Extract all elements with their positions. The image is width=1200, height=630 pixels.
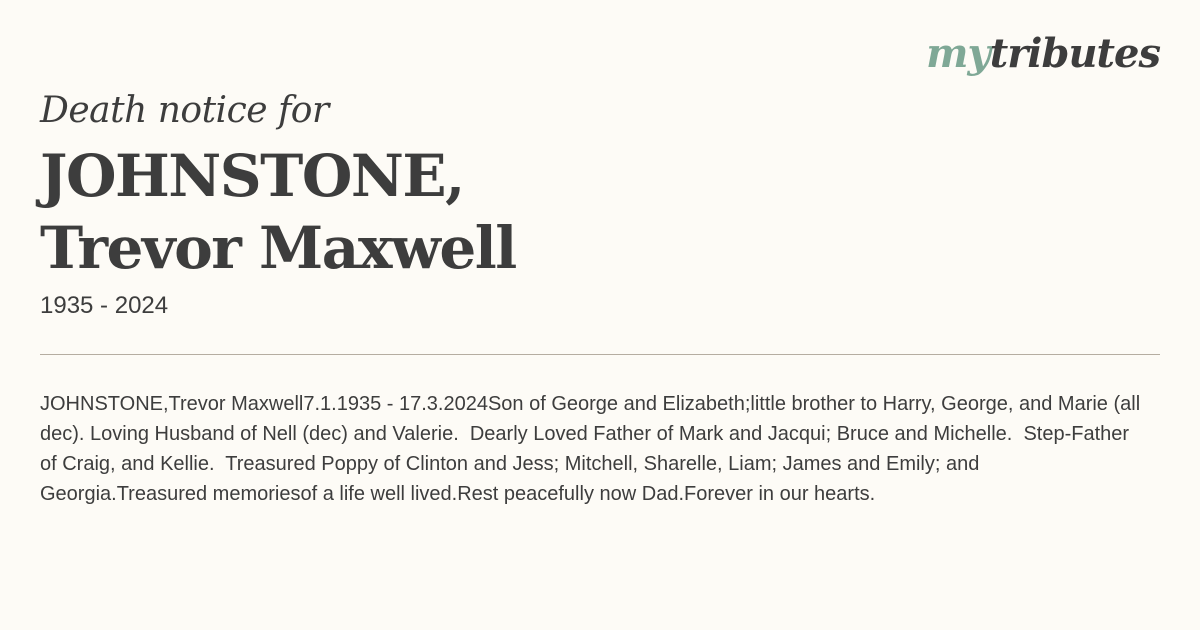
notice-body: JOHNSTONE,Trevor Maxwell7.1.1935 - 17.3.2024Son of George and Elizabeth;little brother to Harry, George, and Marie (all dec). Loving Husband of Nell (dec) and Valerie. Dearly Loved Father of Mark and Jacqui; Bruce and Michelle. Step-Father of Craig, and Kellie. Treasured Poppy of Clinton and Jess; Mitchell, Sharelle, Liam; James and Emily; and Georgia.Treasured memoriesof a life well lived.Rest peacefully now Dad.Forever in our hearts. bbox=[40, 393, 1146, 505]
deceased-surname: JOHNSTONE, bbox=[40, 142, 464, 210]
life-years: 1935 - 2024 bbox=[40, 292, 169, 319]
logo-my: my bbox=[926, 30, 990, 77]
mytributes-logo[interactable] bbox=[926, 30, 1160, 77]
divider bbox=[40, 354, 1160, 355]
deceased-name bbox=[40, 140, 516, 284]
notice-kicker: Death notice for bbox=[40, 90, 329, 131]
deceased-given-names: Trevor Maxwell bbox=[40, 214, 516, 282]
logo-tributes: tributes bbox=[989, 30, 1160, 77]
